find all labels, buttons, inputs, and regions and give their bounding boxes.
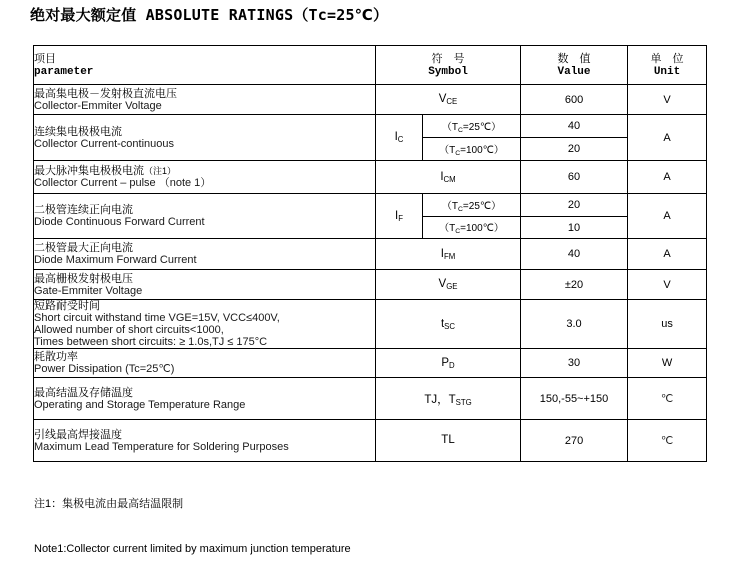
param-cell <box>34 85 376 115</box>
symbol-main: I <box>394 131 398 144</box>
page-title: 绝对最大额定值 ABSOLUTE RATINGS（Tc=25℃） <box>30 6 389 24</box>
condition-cell: $(T_C=100℃)$ <box>423 138 521 161</box>
param-en: Collector Current-continuous <box>34 137 175 150</box>
param-en: Short circuit withstand time VGE=15V, VCC≤400V, <box>34 312 280 324</box>
unit-cell: A <box>628 239 707 270</box>
footnote-en: Note1:Collector current limited by maximum junction temperature <box>34 543 351 555</box>
param-cell <box>34 239 376 270</box>
symbol-cell <box>376 239 521 270</box>
symbol-main: TJ，T <box>424 393 456 406</box>
param-zh: 最高结温及存储温度 <box>34 386 133 399</box>
symbol-cell <box>376 161 521 194</box>
value-cell: 20 <box>521 138 628 161</box>
header-unit <box>628 46 707 85</box>
table-row-tl <box>34 420 707 462</box>
table-row-icm <box>34 161 707 194</box>
table-row-if <box>34 194 707 217</box>
symbol-cell <box>376 420 521 462</box>
unit-cell: V <box>628 270 707 300</box>
header-parameter-zh: 项目 <box>34 52 56 65</box>
param-cell <box>34 349 376 378</box>
symbol-main: TL <box>441 434 455 447</box>
table-row-pd <box>34 349 707 378</box>
param-en2: Allowed number of short circuits<1000, <box>34 324 224 336</box>
table-row-tsc <box>34 300 707 349</box>
value-cell: 600 <box>521 85 628 115</box>
value-cell: 60 <box>521 161 628 194</box>
value-cell: 40 <box>521 239 628 270</box>
symbol-sub: CM <box>443 174 456 184</box>
param-zh: 耗散功率 <box>34 351 78 363</box>
symbol-main: P <box>441 356 450 369</box>
header-unit-zh: 单 位 <box>650 52 684 65</box>
unit-cell: A <box>628 161 707 194</box>
param-cell <box>34 115 376 161</box>
header-parameter-en: parameter <box>34 65 94 78</box>
unit-cell: A <box>628 115 707 161</box>
value-cell: 20 <box>521 194 628 217</box>
param-cell <box>34 270 376 300</box>
param-zh: 引线最高焊接温度 <box>34 428 122 441</box>
value-cell: 30 <box>521 349 628 378</box>
param-cell <box>34 420 376 462</box>
param-zh: 二极管连续正向电流 <box>34 204 133 216</box>
header-symbol <box>376 46 521 85</box>
symbol-sub: FM <box>443 251 456 261</box>
value-cell: 3.0 <box>521 300 628 349</box>
param-en: Collector-Emmiter Voltage <box>34 99 162 112</box>
absolute-ratings-table <box>33 45 707 462</box>
symbol-sub: SC <box>444 321 456 331</box>
symbol-cell <box>376 85 521 115</box>
symbol-sub: GE <box>446 282 458 292</box>
symbol-cell <box>376 349 521 378</box>
value-cell: 10 <box>521 217 628 239</box>
symbol-sub: D <box>449 360 455 370</box>
symbol-sub: STG <box>455 397 472 407</box>
table-row-ifm <box>34 239 707 270</box>
header-symbol-zh: 符 号 <box>431 52 465 65</box>
param-en: Operating and Storage Temperature Range <box>34 398 246 411</box>
param-cell <box>34 378 376 420</box>
unit-cell: A <box>628 194 707 239</box>
symbol-main: I <box>395 209 399 222</box>
condition-cell: $(T_C=25℃)$ <box>423 115 521 138</box>
symbol-cell <box>376 115 423 161</box>
param-cell <box>34 300 376 349</box>
unit-cell: ℃ <box>628 378 707 420</box>
param-zh: 最大脉冲集电极极电流（注1） <box>34 165 177 177</box>
header-value-zh: 数 值 <box>557 52 591 65</box>
header-unit-en: Unit <box>653 65 681 78</box>
symbol-main: I <box>440 247 444 260</box>
symbol-main: I <box>440 170 444 183</box>
unit-cell: us <box>628 300 707 349</box>
param-zh: 连续集电极极电流 <box>34 125 122 138</box>
unit-cell: V <box>628 85 707 115</box>
symbol-cell <box>376 194 423 239</box>
param-en: Diode Continuous Forward Current <box>34 216 205 228</box>
table-row-ic <box>34 115 707 138</box>
symbol-sub: C <box>397 135 404 145</box>
value-cell: 150,-55~+150 <box>521 378 628 420</box>
header-value-en: Value <box>557 65 591 78</box>
param-en: Diode Maximum Forward Current <box>34 254 197 266</box>
param-zh: 短路耐受时间 <box>34 300 100 312</box>
param-zh: 二极管最大正向电流 <box>34 242 133 254</box>
header-value <box>521 46 628 85</box>
param-en: Gate-Emmiter Voltage <box>34 284 143 297</box>
param-zh: 最高集电极－发射极直流电压 <box>34 87 177 100</box>
param-cell <box>34 161 376 194</box>
param-zh: 最高栅极发射极电压 <box>34 272 133 285</box>
table-header-row <box>34 46 707 85</box>
symbol-main: V <box>438 278 447 291</box>
footnote-zh: 注1：集极电流由最高结温限制 <box>34 498 184 510</box>
table-row-vge <box>34 270 707 300</box>
table-row-tj-tstg <box>34 378 707 420</box>
param-zh-note: （注1） <box>144 166 177 176</box>
condition-cell: $(T_C=25℃)$ <box>423 194 521 217</box>
param-en: Power Dissipation (Tc=25℃) <box>34 363 175 375</box>
unit-cell: ℃ <box>628 420 707 462</box>
symbol-cell <box>376 270 521 300</box>
param-en: Collector Current – pulse （note 1） <box>34 177 212 189</box>
param-en: Maximum Lead Temperature for Soldering Purposes <box>34 440 289 453</box>
symbol-sub: F <box>398 213 403 223</box>
value-cell: 40 <box>521 115 628 138</box>
condition-cell: $(T_C=100℃)$ <box>423 217 521 239</box>
symbol-main: t <box>440 317 445 330</box>
symbol-cell <box>376 378 521 420</box>
param-en3: Times between short circuits: ≥ 1.0s,TJ ≤ 175°C <box>34 336 268 348</box>
value-cell: 270 <box>521 420 628 462</box>
param-cell <box>34 194 376 239</box>
symbol-main: V <box>438 93 447 106</box>
symbol-cell <box>376 300 521 349</box>
value-cell: ±20 <box>521 270 628 300</box>
header-parameter <box>34 46 376 85</box>
footnote <box>34 467 351 587</box>
header-symbol-en: Symbol <box>428 65 468 78</box>
table-row-vce <box>34 85 707 115</box>
unit-cell: W <box>628 349 707 378</box>
symbol-sub: CE <box>446 97 458 107</box>
